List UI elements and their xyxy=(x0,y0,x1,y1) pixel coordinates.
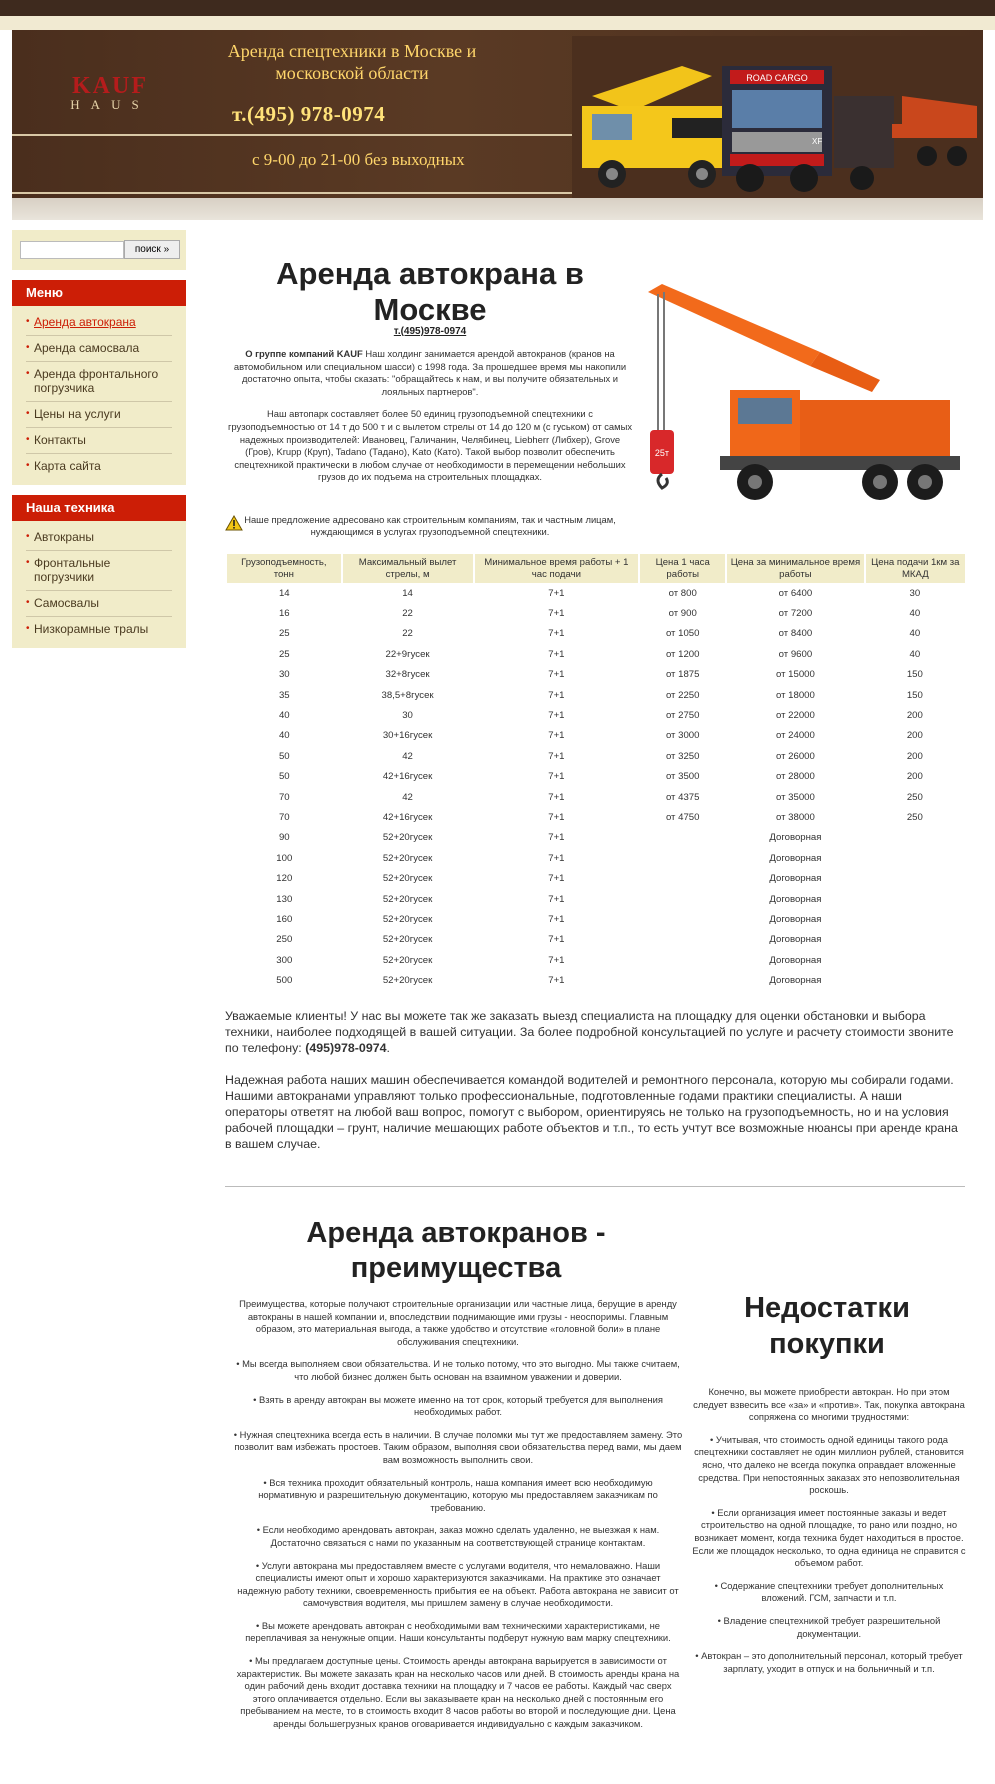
top-strip xyxy=(0,16,995,30)
table-cell: 150 xyxy=(906,689,923,701)
table-cell xyxy=(639,828,726,848)
table-cell: 32+8гусек xyxy=(385,669,430,681)
header-stripe xyxy=(12,134,572,136)
menu-item-crane-rental[interactable]: • Аренда автокрана xyxy=(26,310,172,336)
table-cell: 130 xyxy=(276,893,293,905)
table-cell: Договорная xyxy=(769,852,822,864)
table-cell: 52+20гусек xyxy=(382,852,433,864)
table-cell: 70 xyxy=(278,811,290,823)
table-row xyxy=(227,868,965,888)
consult-phone: (495)978-0974 xyxy=(305,1041,387,1055)
menu-item-dump-truck-rental[interactable]: • Аренда самосвала xyxy=(26,336,172,362)
truck-label-xf: XF xyxy=(812,137,823,146)
table-cell: от 7200 xyxy=(778,608,813,620)
tech-item-loaders[interactable]: • Фронтальные погрузчики xyxy=(26,551,172,591)
advantage-item: • Вы можете арендовать автокран с необходимыми вам техническими характеристиками, не переплачивая за ненужные опции. Наши консультанты подберут нужную вам марку спецтехники. xyxy=(245,1619,671,1644)
table-cell: от 15000 xyxy=(775,669,815,681)
disadvantage-item: • Владение спецтехникой требует разрешительной документации. xyxy=(717,1614,941,1639)
table-row xyxy=(227,807,965,827)
table-cell: 250 xyxy=(276,934,293,946)
warning-text: Наше предложение адресовано как строительным компаниям, так и частным лицам, нуждающимся в услугах грузоподъемной спецтехники. xyxy=(244,514,616,537)
table-cell: 16 xyxy=(278,608,290,620)
table-cell: 50 xyxy=(278,750,290,762)
table-cell: от 4375 xyxy=(665,791,700,803)
table-cell xyxy=(865,930,965,950)
table-cell: от 3000 xyxy=(665,730,700,742)
table-cell: от 6400 xyxy=(778,587,813,599)
table-cell xyxy=(639,970,726,990)
table-cell: 7+1 xyxy=(548,791,565,803)
intro-text-1: Наш холдинг занимается арендой автокранов (кранов на автомобильном или специальном шасси) с 1998 года. За прошедшее время мы накопили достаточно опыта, чтобы сказать: "обращайтесь к нам, и вы получите обязательных и лояльных партнеров". xyxy=(233,348,627,397)
table-cell: 7+1 xyxy=(548,811,565,823)
table-cell: 40 xyxy=(278,730,290,742)
table-cell: 250 xyxy=(906,811,923,823)
intro-bold: О группе компаний KAUF xyxy=(245,348,363,359)
table-cell: от 18000 xyxy=(775,689,815,701)
table-cell: 40 xyxy=(909,628,921,640)
header-hours: с 9-00 до 21-00 без выходных xyxy=(252,150,465,169)
table-cell: 100 xyxy=(276,852,293,864)
logo[interactable] xyxy=(50,74,170,112)
table-cell xyxy=(865,848,965,868)
table-cell: 52+20гусек xyxy=(382,934,433,946)
table-cell xyxy=(639,950,726,970)
phone-link[interactable]: т.(495)978-0974 xyxy=(393,326,467,337)
table-cell: Договорная xyxy=(769,913,822,925)
tech-item-trailers[interactable]: • Низкорамные тралы xyxy=(26,617,172,642)
col-capacity: Грузоподъемность, тонн xyxy=(227,554,342,583)
table-cell xyxy=(639,930,726,950)
table-cell: 7+1 xyxy=(548,873,565,885)
table-cell: 40 xyxy=(909,648,921,660)
table-cell: 22 xyxy=(402,628,413,640)
table-row xyxy=(227,746,965,766)
table-cell: 7+1 xyxy=(548,710,565,722)
table-cell: 7+1 xyxy=(548,954,565,966)
table-row xyxy=(227,665,965,685)
table-cell: 7+1 xyxy=(548,587,565,599)
table-cell: 7+1 xyxy=(548,628,565,640)
table-cell: 7+1 xyxy=(548,975,565,987)
table-cell: от 1875 xyxy=(665,669,700,681)
site-header xyxy=(12,30,983,198)
table-cell: от 24000 xyxy=(775,730,815,742)
table-cell: 52+20гусек xyxy=(382,913,433,925)
table-cell xyxy=(639,868,726,888)
table-row xyxy=(227,889,965,909)
advantage-item: • Нужная спецтехника всегда есть в наличии. В случае поломки мы тут же предоставляем замену. Это позволит вам избежать простоев. Таким образом, выполняя свои обязательства перед вами, мы даем вам возможность выполнить свои. xyxy=(233,1428,683,1465)
table-cell: 150 xyxy=(906,669,923,681)
table-cell: Договорная xyxy=(769,893,822,905)
table-cell: Договорная xyxy=(769,954,822,966)
table-cell: 120 xyxy=(276,873,293,885)
table-row xyxy=(227,930,965,950)
col-boom: Максимальный вылет стрелы, м xyxy=(342,554,474,583)
team-paragraph: Надежная работа наших машин обеспечивается командой водителей и ремонтного персонала, которую мы собирали годами. Нашими автокранами управляют только профессиональные, подготовленные годами практики специалисты. А наши операторы ответят на любой ваш вопрос, помогут с выбором, ориентируясь не только на грузоподъемность, но и на условия рабочей площадки – грунт, наличие мешающих работе объектов и т.п., то есть учтут все возможные нюансы при аренде крана в вашем случае. xyxy=(225,1073,958,1151)
price-table xyxy=(227,554,965,991)
table-cell: 22 xyxy=(402,608,413,620)
table-cell: 7+1 xyxy=(548,934,565,946)
table-header-row xyxy=(227,554,965,583)
table-row xyxy=(227,848,965,868)
search-button[interactable]: поиск » xyxy=(124,240,180,259)
consult-paragraph xyxy=(225,1008,965,1056)
trucks-image xyxy=(572,36,983,198)
table-cell: Договорная xyxy=(769,934,822,946)
table-cell: 7+1 xyxy=(548,689,565,701)
table-cell xyxy=(865,950,965,970)
table-cell: 7+1 xyxy=(548,771,565,783)
intro-text xyxy=(225,348,635,494)
table-cell: 42 xyxy=(402,791,413,803)
consult-text: Уважаемые клиенты! У нас вы можете так же заказать выезд специалиста на площадку для оценки обстановки и выбора техники, наиболее подходящей в вашей ситуации. За более подробной консультацией по услуге и расчету стоимости звоните по телефону: xyxy=(225,1009,954,1055)
table-cell: 30 xyxy=(402,710,413,722)
logo-top: KAUF xyxy=(72,73,148,99)
crane-truck-image xyxy=(640,280,970,520)
disadvantage-item: • Автокран – это дополнительный персонал, который требует зарплату, уходит в отпуск и на больничный и т.п. xyxy=(695,1650,963,1674)
table-row xyxy=(227,828,965,848)
table-cell: 7+1 xyxy=(548,608,565,620)
table-cell: 7+1 xyxy=(548,852,565,864)
table-row xyxy=(227,583,965,603)
table-cell: от 3500 xyxy=(665,771,700,783)
tech-title: Наша техника xyxy=(12,495,186,521)
menu-title: Меню xyxy=(12,280,186,306)
table-row xyxy=(227,970,965,990)
tech-list xyxy=(12,521,186,648)
table-cell xyxy=(639,889,726,909)
price-table-body xyxy=(227,583,965,991)
header-tagline: Аренда спецтехники в Москве и московской области xyxy=(227,41,477,83)
table-cell: 300 xyxy=(276,954,293,966)
table-cell: Договорная xyxy=(769,975,822,987)
table-row xyxy=(227,705,965,725)
disadvantages-text xyxy=(691,1386,967,1685)
table-cell: от 1050 xyxy=(665,628,700,640)
table-cell: 42 xyxy=(402,750,413,762)
table-cell: 30 xyxy=(909,587,921,599)
disadvantage-item: Конечно, вы можете приобрести автокран. Но при этом следует взвесить все «за» и «против». Так, покупка автокрана сопряжена со многими трудностями: xyxy=(693,1386,965,1423)
table-cell: от 38000 xyxy=(775,811,815,823)
disadvantages-title: Недостатки покупки xyxy=(744,1292,910,1360)
advantages-title: Аренда автокранов - преимущества xyxy=(306,1217,606,1284)
top-bar xyxy=(0,0,995,16)
tech-item-cranes[interactable]: • Автокраны xyxy=(26,525,172,551)
table-cell: 30+16гусек xyxy=(382,730,433,742)
menu-item-contacts[interactable]: • Контакты xyxy=(26,428,172,454)
table-row xyxy=(227,726,965,746)
table-cell: 160 xyxy=(276,913,293,925)
table-cell: 50 xyxy=(278,771,290,783)
table-cell: 7+1 xyxy=(548,648,565,660)
table-row xyxy=(227,950,965,970)
logo-bottom: HAUS xyxy=(70,97,150,112)
table-cell: от 22000 xyxy=(775,710,815,722)
table-cell: 200 xyxy=(906,710,923,722)
table-cell xyxy=(865,970,965,990)
advantage-item: • Услуги автокрана мы предоставляем вместе с услугами водителя, что немаловажно. Наши специалисты имеют опыт и хорошо характеризуются заказчиками. На практике это означает надежную работу техники, своевременность прибытия ее на объект. Работа автокрана не зависит от самочувствия водителя, мы пришлем замену в случае необходимости. xyxy=(237,1559,679,1609)
table-row xyxy=(227,909,965,929)
table-row xyxy=(227,787,965,807)
table-cell: 250 xyxy=(906,791,923,803)
search-input[interactable] xyxy=(20,241,124,259)
table-cell: 200 xyxy=(906,771,923,783)
table-cell: 30 xyxy=(278,669,290,681)
advantage-item: Преимущества, которые получают строительные организации или частные лица, берущие в аренду автокраны в нашей компании и, впоследствии поднимающие ими грузы - неоспоримы. Главным образом, это материальная выгода, а также удобство и отсутствие «головной боли» в плане обслуживания спецтехники. xyxy=(239,1298,677,1347)
table-cell: от 800 xyxy=(668,587,697,599)
col-hour-price: Цена 1 часа работы xyxy=(639,554,726,583)
table-cell: 42+16гусек xyxy=(382,811,433,823)
table-cell: от 4750 xyxy=(665,811,700,823)
header-sub-bar xyxy=(12,198,983,220)
advantage-item: • Мы всегда выполняем свои обязательства. И не только потому, что это выгодно. Мы также считаем, что любой бизнес должен быть основан на взаимном уважении и доверии. xyxy=(236,1358,680,1382)
table-cell: от 26000 xyxy=(775,750,815,762)
table-cell xyxy=(865,909,965,929)
table-cell: от 1200 xyxy=(665,648,700,660)
table-cell: от 9600 xyxy=(778,648,813,660)
table-cell: от 900 xyxy=(668,608,697,620)
header-phone: т.(495) 978-0974 xyxy=(232,102,386,126)
col-delivery: Цена подачи 1км за МКАД xyxy=(865,554,965,583)
menu-list xyxy=(12,306,186,485)
table-cell: 7+1 xyxy=(548,750,565,762)
table-cell: 500 xyxy=(276,975,293,987)
tech-item-dump-trucks[interactable]: • Самосвалы xyxy=(26,591,172,617)
page-title: Аренда автокрана в Москве xyxy=(276,256,584,327)
table-cell: от 2750 xyxy=(665,710,700,722)
table-cell: 52+20гусек xyxy=(382,832,433,844)
table-cell: от 2250 xyxy=(665,689,700,701)
advantage-item: • Вся техника проходит обязательный контроль, наша компания имеет всю необходимую нормативную и разрешительную документацию, которую мы предоставляем заказчикам по требованию. xyxy=(258,1476,658,1513)
table-cell: от 8400 xyxy=(778,628,813,640)
table-cell: 42+16гусек xyxy=(382,771,433,783)
table-cell: 40 xyxy=(278,710,290,722)
table-cell: 22+9гусек xyxy=(385,648,430,660)
table-cell: 14 xyxy=(278,587,290,599)
table-cell: 7+1 xyxy=(548,913,565,925)
table-cell xyxy=(639,848,726,868)
table-row xyxy=(227,644,965,664)
menu-item-loader-rental[interactable]: • Аренда фронтального погрузчика xyxy=(26,362,172,402)
table-cell: от 35000 xyxy=(775,791,815,803)
table-cell: 90 xyxy=(278,832,290,844)
table-cell: 200 xyxy=(906,750,923,762)
table-cell: Договорная xyxy=(769,832,822,844)
table-cell: Договорная xyxy=(769,873,822,885)
table-cell xyxy=(865,889,965,909)
table-cell: от 3250 xyxy=(665,750,700,762)
table-cell: 14 xyxy=(402,587,413,599)
table-cell xyxy=(865,828,965,848)
table-cell: 52+20гусек xyxy=(382,873,433,885)
col-min-price: Цена за минимальное время работы xyxy=(726,554,864,583)
table-row xyxy=(227,685,965,705)
table-row xyxy=(227,767,965,787)
sidebar xyxy=(12,230,186,648)
table-cell: 38,5+8гусек xyxy=(381,689,434,701)
disadvantage-item: • Учитывая, что стоимость одной единицы такого рода спецтехники составляет не один миллион рублей, становится ясно, что далеко не всегда покупка оправдает вложенные средства. При непостоянных заказах это непозволительная роскошь. xyxy=(694,1433,964,1496)
table-cell: от 28000 xyxy=(775,771,815,783)
table-cell: 52+20гусек xyxy=(382,954,433,966)
table-row xyxy=(227,624,965,644)
menu-item-prices[interactable]: • Цены на услуги xyxy=(26,402,172,428)
crane-capacity-tag: 25т xyxy=(654,448,670,458)
table-cell: 7+1 xyxy=(548,730,565,742)
disadvantage-item: • Содержание спецтехники требует дополнительных вложений. ГСМ, запчасти и т.п. xyxy=(714,1579,944,1604)
truck-label-road-cargo: ROAD CARGO xyxy=(746,73,808,83)
table-cell: 200 xyxy=(906,730,923,742)
table-cell: 25 xyxy=(278,628,290,640)
table-cell: 35 xyxy=(278,689,290,701)
table-cell: 7+1 xyxy=(548,669,565,681)
table-cell: 70 xyxy=(278,791,290,803)
disadvantage-item: • Если организация имеет постоянные заказы и ведет строительство на одной площадке, то рано или поздно, но возникает момент, когда техника будет находиться в простое. Если же площадок несколько, то одна единица не справится с объемом работ. xyxy=(692,1506,966,1569)
table-cell: 52+20гусек xyxy=(382,975,433,987)
menu-item-sitemap[interactable]: • Карта сайта xyxy=(26,454,172,479)
table-cell: 7+1 xyxy=(548,832,565,844)
intro-paragraph-1 xyxy=(225,348,635,398)
search-box xyxy=(12,230,186,270)
table-cell: 40 xyxy=(909,608,921,620)
advantage-item: • Взять в аренду автокран вы можете именно на тот срок, который требуется для выполнения необходимых работ. xyxy=(253,1393,663,1418)
table-cell: 7+1 xyxy=(548,893,565,905)
advantage-item: • Если необходимо арендовать автокран, заказ можно сделать удаленно, не выезжая к нам. Достаточно связаться с нами по указанным на соответствующей странице контактам. xyxy=(256,1524,660,1548)
table-row xyxy=(227,603,965,623)
table-cell xyxy=(865,868,965,888)
consult-end: . xyxy=(386,1041,390,1055)
table-cell xyxy=(639,909,726,929)
section-divider xyxy=(225,1186,965,1187)
table-cell: 25 xyxy=(278,648,290,660)
advantage-item: • Мы предлагаем доступные цены. Стоимость аренды автокрана варьируется в зависимости от характеристик. Вы можете заказать кран на несколько часов или дней. В стоимость аренды крана на один рабочий день входит доставка техники на площадку и 7 часов ее работы. Каждый час сверх этого оплачивается отдельно. Если вы заказываете кран на несколько дней с постоянным его пребыванием на месте, то в стоимость входит 8 часов работы во второй и последующие дни. Цена аренды большегрузных кранов оговаривается индивидуально с каждым заказчиком. xyxy=(236,1655,680,1730)
intro-paragraph-2: Наш автопарк составляет более 50 единиц грузоподъемной спецтехники с грузоподъемностью от 14 т до 500 т и с вылетом стрелы от 14 до 120 м (с гуськом) от самых надежных производителей: Ивановец, Галичанин, Челябинец, Liebherr (Либхер), Grove (Гров), Krupp (Круп), Tadano (Тадано), Kato (Като). Такой выбор позволит обеспечить спецтехникой практически в любом случае от необходимости в перемещении небольших грузов до их подъема на строительных площадках. xyxy=(227,408,633,483)
table-cell: 52+20гусек xyxy=(382,893,433,905)
col-min-time: Минимальное время работы + 1 час подачи xyxy=(474,554,640,583)
advantages-text xyxy=(233,1298,683,1741)
